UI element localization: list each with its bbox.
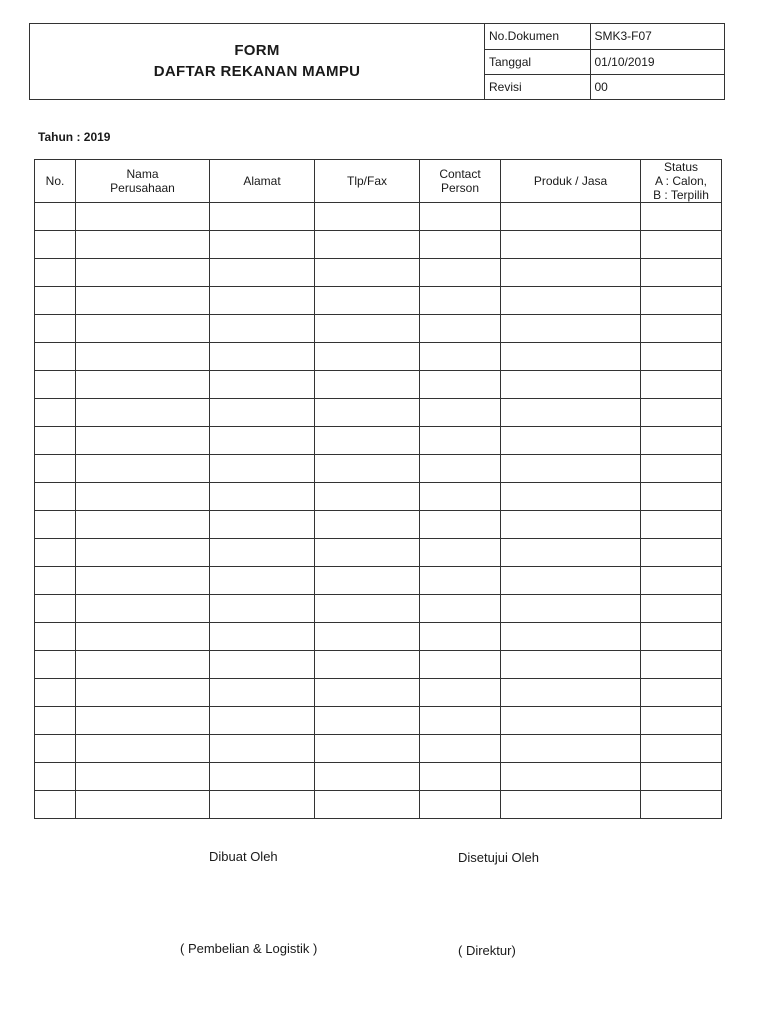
table-row bbox=[35, 539, 722, 567]
table-cell bbox=[315, 679, 420, 707]
table-cell bbox=[420, 231, 501, 259]
table-cell bbox=[35, 679, 76, 707]
table-cell bbox=[420, 343, 501, 371]
table-cell bbox=[641, 651, 722, 679]
meta-value: 01/10/2019 bbox=[590, 49, 724, 74]
table-cell bbox=[641, 231, 722, 259]
table-cell bbox=[641, 483, 722, 511]
header-text-line: Contact bbox=[439, 167, 481, 181]
made-by-label: Dibuat Oleh bbox=[209, 849, 278, 864]
table-cell bbox=[315, 707, 420, 735]
table-cell bbox=[420, 595, 501, 623]
header-text-line: Nama bbox=[126, 167, 159, 181]
table-cell bbox=[420, 623, 501, 651]
table-row bbox=[35, 399, 722, 427]
table-cell bbox=[76, 511, 210, 539]
table-cell bbox=[35, 203, 76, 231]
table-cell bbox=[210, 707, 315, 735]
table-cell bbox=[641, 427, 722, 455]
table-cell bbox=[35, 259, 76, 287]
table-cell bbox=[420, 483, 501, 511]
table-row bbox=[35, 259, 722, 287]
table-cell bbox=[641, 791, 722, 819]
made-by-role: ( Pembelian & Logistik ) bbox=[180, 941, 318, 956]
table-cell bbox=[76, 595, 210, 623]
table-cell bbox=[420, 567, 501, 595]
table-cell bbox=[420, 539, 501, 567]
table-row bbox=[35, 623, 722, 651]
table-cell bbox=[210, 511, 315, 539]
table-cell bbox=[315, 231, 420, 259]
table-cell bbox=[501, 203, 641, 231]
supplier-list-table bbox=[34, 159, 722, 819]
table-cell bbox=[35, 651, 76, 679]
table-cell bbox=[501, 763, 641, 791]
table-cell bbox=[501, 231, 641, 259]
table-cell bbox=[420, 679, 501, 707]
table-row bbox=[35, 315, 722, 343]
table-cell bbox=[315, 483, 420, 511]
col-contact-person-header bbox=[420, 160, 501, 203]
table-cell bbox=[76, 623, 210, 651]
table-cell bbox=[76, 791, 210, 819]
table-cell bbox=[210, 259, 315, 287]
table-cell bbox=[76, 427, 210, 455]
table-cell bbox=[210, 623, 315, 651]
table-cell bbox=[35, 343, 76, 371]
table-cell bbox=[315, 259, 420, 287]
table-row bbox=[35, 595, 722, 623]
table-cell bbox=[210, 455, 315, 483]
table-cell bbox=[641, 763, 722, 791]
form-title-block bbox=[30, 24, 485, 99]
table-cell bbox=[501, 651, 641, 679]
table-cell bbox=[420, 707, 501, 735]
col-status-header bbox=[641, 160, 722, 203]
table-cell bbox=[420, 735, 501, 763]
approved-by-label: Disetujui Oleh bbox=[458, 850, 539, 865]
table-cell bbox=[210, 427, 315, 455]
table-row bbox=[35, 735, 722, 763]
table-cell bbox=[35, 763, 76, 791]
table-cell bbox=[315, 399, 420, 427]
table-cell bbox=[35, 315, 76, 343]
meta-value: SMK3-F07 bbox=[590, 24, 724, 49]
year-label: Tahun : 2019 bbox=[38, 130, 111, 144]
meta-row-revision bbox=[485, 74, 724, 99]
table-cell bbox=[210, 483, 315, 511]
meta-row-date bbox=[485, 49, 724, 74]
table-cell bbox=[315, 203, 420, 231]
table-row bbox=[35, 427, 722, 455]
table-cell bbox=[35, 371, 76, 399]
table-cell bbox=[420, 287, 501, 315]
table-cell bbox=[76, 371, 210, 399]
table-row bbox=[35, 483, 722, 511]
table-cell bbox=[315, 595, 420, 623]
table-cell bbox=[35, 539, 76, 567]
table-cell bbox=[501, 539, 641, 567]
table-cell bbox=[420, 427, 501, 455]
table-cell bbox=[35, 511, 76, 539]
table-cell bbox=[501, 791, 641, 819]
table-cell bbox=[35, 623, 76, 651]
table-cell bbox=[420, 259, 501, 287]
table-cell bbox=[641, 455, 722, 483]
header-text-line: Produk / Jasa bbox=[533, 174, 608, 188]
table-cell bbox=[76, 539, 210, 567]
table-cell bbox=[641, 735, 722, 763]
table-cell bbox=[315, 315, 420, 343]
table-row bbox=[35, 763, 722, 791]
table-row bbox=[35, 679, 722, 707]
table-cell bbox=[76, 399, 210, 427]
table-cell bbox=[210, 315, 315, 343]
table-cell bbox=[641, 539, 722, 567]
table-cell bbox=[641, 623, 722, 651]
table-cell bbox=[315, 343, 420, 371]
table-cell bbox=[315, 511, 420, 539]
table-cell bbox=[420, 511, 501, 539]
table-cell bbox=[210, 595, 315, 623]
table-row bbox=[35, 791, 722, 819]
table-cell bbox=[501, 399, 641, 427]
table-cell bbox=[315, 763, 420, 791]
table-cell bbox=[76, 231, 210, 259]
header-text-line: B : Terpilih bbox=[653, 188, 709, 202]
table-cell bbox=[210, 651, 315, 679]
table-row bbox=[35, 371, 722, 399]
table-cell bbox=[641, 679, 722, 707]
header-text-line: Perusahaan bbox=[110, 181, 175, 195]
header-text-line: Tlp/Fax bbox=[346, 174, 387, 188]
table-cell bbox=[76, 259, 210, 287]
header-text-line: No. bbox=[45, 174, 65, 188]
table-cell bbox=[76, 203, 210, 231]
table-cell bbox=[35, 427, 76, 455]
meta-value: 00 bbox=[594, 79, 608, 94]
table-cell bbox=[420, 651, 501, 679]
table-cell bbox=[501, 567, 641, 595]
table-cell bbox=[76, 455, 210, 483]
table-row bbox=[35, 343, 722, 371]
header-text-line: Status bbox=[663, 160, 699, 174]
col-product-service-header bbox=[501, 160, 641, 203]
table-cell bbox=[501, 287, 641, 315]
table-row bbox=[35, 203, 722, 231]
table-cell bbox=[420, 399, 501, 427]
table-cell bbox=[35, 567, 76, 595]
table-cell bbox=[35, 231, 76, 259]
document-header bbox=[29, 23, 725, 100]
table-cell bbox=[210, 231, 315, 259]
table-cell bbox=[35, 595, 76, 623]
table-cell bbox=[315, 539, 420, 567]
table-row bbox=[35, 651, 722, 679]
meta-label: Revisi bbox=[485, 74, 590, 99]
table-cell bbox=[641, 371, 722, 399]
table-cell bbox=[35, 399, 76, 427]
table-cell bbox=[420, 315, 501, 343]
col-phone-fax-header bbox=[315, 160, 420, 203]
table-cell bbox=[210, 763, 315, 791]
meta-row-document-number bbox=[485, 24, 724, 49]
table-cell bbox=[641, 707, 722, 735]
table-cell bbox=[420, 791, 501, 819]
table-cell bbox=[501, 427, 641, 455]
table-cell bbox=[210, 399, 315, 427]
table-cell bbox=[76, 483, 210, 511]
table-cell bbox=[76, 735, 210, 763]
table-cell bbox=[315, 371, 420, 399]
table-row bbox=[35, 567, 722, 595]
table-cell bbox=[501, 483, 641, 511]
table-row bbox=[35, 455, 722, 483]
table-cell bbox=[641, 567, 722, 595]
form-title-line1: FORM bbox=[234, 41, 280, 59]
table-cell bbox=[76, 679, 210, 707]
table-cell bbox=[35, 707, 76, 735]
header-text-line: Alamat bbox=[243, 174, 281, 188]
table-cell bbox=[315, 287, 420, 315]
table-cell bbox=[76, 707, 210, 735]
table-cell bbox=[641, 511, 722, 539]
form-title-line2: DAFTAR REKANAN MAMPU bbox=[153, 62, 361, 80]
table-cell bbox=[501, 707, 641, 735]
table-cell bbox=[501, 595, 641, 623]
document-meta-table bbox=[485, 24, 724, 99]
table-row bbox=[35, 287, 722, 315]
table-cell bbox=[76, 567, 210, 595]
table-cell bbox=[210, 567, 315, 595]
table-cell bbox=[315, 455, 420, 483]
table-cell bbox=[641, 259, 722, 287]
table-cell bbox=[420, 203, 501, 231]
table-cell bbox=[35, 483, 76, 511]
table-cell bbox=[210, 371, 315, 399]
meta-label: No.Dokumen bbox=[485, 24, 590, 49]
table-cell bbox=[35, 287, 76, 315]
table-cell bbox=[641, 343, 722, 371]
table-cell bbox=[315, 735, 420, 763]
table-cell bbox=[210, 791, 315, 819]
table-cell bbox=[641, 315, 722, 343]
table-cell bbox=[76, 287, 210, 315]
approved-by-role: ( Direktur) bbox=[458, 943, 516, 958]
table-cell bbox=[501, 343, 641, 371]
table-cell bbox=[210, 735, 315, 763]
table-cell bbox=[35, 735, 76, 763]
table-row bbox=[35, 231, 722, 259]
table-cell bbox=[501, 455, 641, 483]
table-row bbox=[35, 511, 722, 539]
table-cell bbox=[210, 679, 315, 707]
table-cell bbox=[501, 259, 641, 287]
table-cell bbox=[76, 315, 210, 343]
table-cell bbox=[76, 651, 210, 679]
table-body bbox=[35, 203, 722, 819]
table-cell bbox=[315, 567, 420, 595]
table-cell bbox=[501, 679, 641, 707]
table-cell bbox=[420, 763, 501, 791]
table-cell bbox=[315, 791, 420, 819]
table-cell bbox=[501, 623, 641, 651]
meta-label: Tanggal bbox=[485, 49, 590, 74]
table-cell bbox=[210, 287, 315, 315]
table-cell bbox=[501, 315, 641, 343]
table-cell bbox=[210, 203, 315, 231]
table-cell bbox=[210, 343, 315, 371]
table-header-row bbox=[35, 160, 722, 203]
table-cell bbox=[315, 623, 420, 651]
col-company-name-header bbox=[76, 160, 210, 203]
col-address-header bbox=[210, 160, 315, 203]
table-cell bbox=[641, 595, 722, 623]
table-cell bbox=[76, 343, 210, 371]
table-cell bbox=[210, 539, 315, 567]
header-text-line: A : Calon, bbox=[654, 174, 708, 188]
table-cell bbox=[315, 427, 420, 455]
table-cell bbox=[420, 455, 501, 483]
col-no-header bbox=[35, 160, 76, 203]
table-cell bbox=[35, 791, 76, 819]
table-cell bbox=[501, 511, 641, 539]
table-cell bbox=[641, 203, 722, 231]
table-cell bbox=[76, 763, 210, 791]
table-row bbox=[35, 707, 722, 735]
table-cell bbox=[35, 455, 76, 483]
table-cell bbox=[641, 399, 722, 427]
table-cell bbox=[315, 651, 420, 679]
table-cell bbox=[501, 735, 641, 763]
header-text-line: Person bbox=[440, 181, 480, 195]
table-cell bbox=[641, 287, 722, 315]
table-cell bbox=[420, 371, 501, 399]
table-cell bbox=[501, 371, 641, 399]
